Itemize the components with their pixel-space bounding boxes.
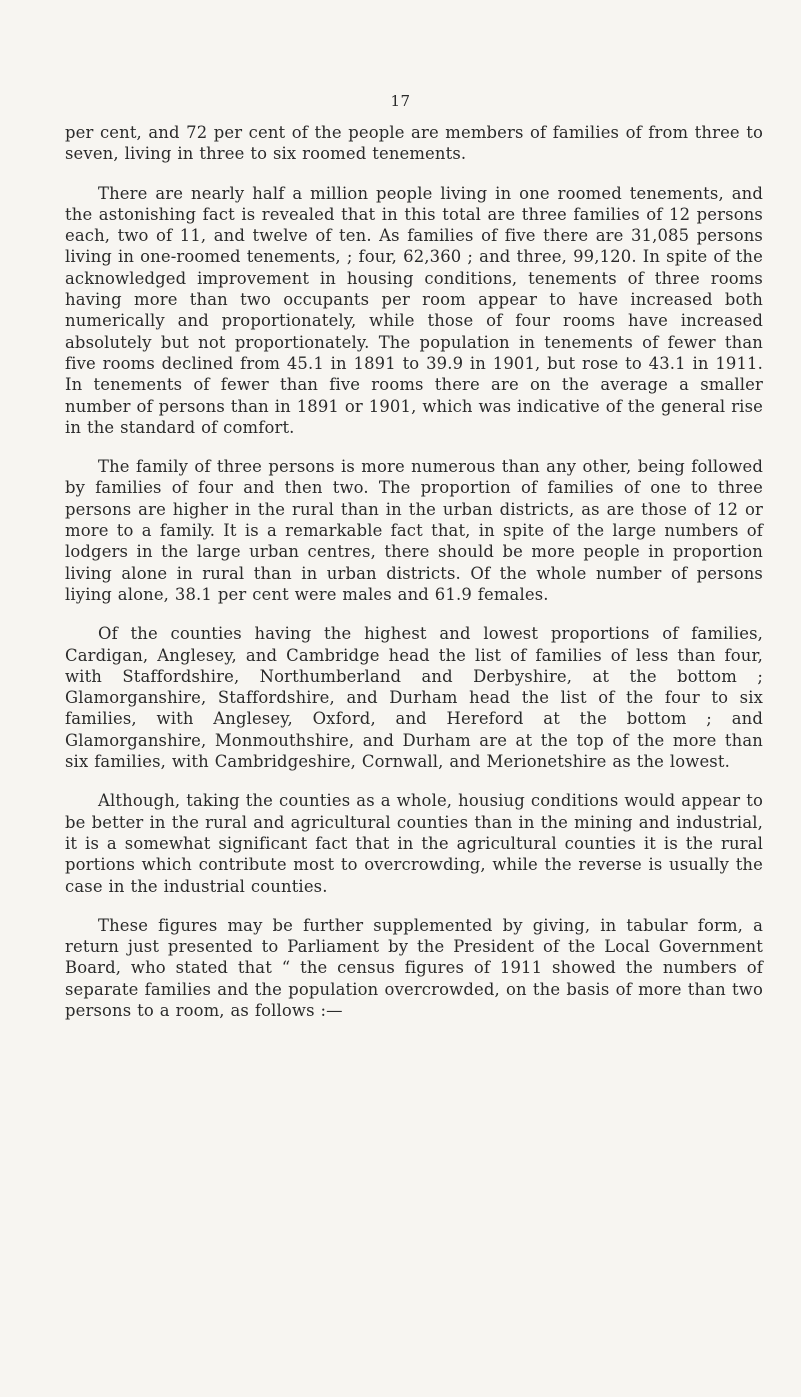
paragraph-one-roomed-tenements: There are nearly half a million people living in one roomed tenements, and the astonishing fact is revealed that in this total are three families of 12 persons each, two of 11, and twelve of ten. As families of five there are 31,085 persons living in one-roomed tenements, ; four, 62,360 ; and three, 99,120. In spite of the acknowledged improvement in housing conditions, tenements of three rooms having more than two occupants per room appear to have increased both numerically and proportionately, while those of four rooms have increased absolutely but not proportionately. The population in tenements of fewer than five rooms declined from 45.1 in 1891 to 39.9 in 1901, but rose to 43.1 in 1911. In tenements of fewer than five rooms there are on the average a smaller number of persons than in 1891 or 1901, which was indicative of the general rise in the standard of comfort. <box>65 183 763 437</box>
paragraph-continuation: per cent, and 72 per cent of the people are members of families of from three to seven, living in three to six roomed tenements. <box>65 123 763 164</box>
paragraph-housing-conditions: Although, taking the counties as a whole, housiug conditions would appear to be better in the rural and agricultural counties than in the mining and industrial, it is a somewhat significant fact that in the agricultural counties it is the rural portions which contribute most to overcrowding, while the reverse is usually the case in the industrial counties. <box>65 791 763 896</box>
page-number: 17 <box>390 92 411 110</box>
paragraph-counties: Of the counties having the highest and lowest proportions of families, Cardigan, Anglesey, and Cambridge head the list of families of less than four, with Staffordshire, Northumberland and Derbyshire, at the bottom ; Glamorganshire, Staffordshire, and Durham head the list of the four to six families, with Anglesey, Oxford, and Hereford at the bottom ; and Glamorganshire, Monmouthshire, and Durham are at the top of the more than six families, with Cambridgeshire, Cornwall, and Merionetshire as the lowest. <box>65 624 763 772</box>
paragraph-family-size: The family of three persons is more numerous than any other, being followed by families of four and then two. The proportion of families of one to three persons are higher in the rural than in the urban districts, as are those of 12 or more to a family. It is a remarkable fact that, in spite of the large numbers of lodgers in the large urban centres, there should be more people in proportion living alone in rural than in urban districts. Of the whole number of persons liying alone, 38.1 per cent were males and 61.9 females. <box>65 457 763 604</box>
paragraph-supplementary-figures: These figures may be further supplemented by giving, in tabular form, a return just presented to Parliament by the President of the Local Government Board, who stated that “ the census figures of 1911 showed the numbers of separate families and the population overcrowded, on the basis of more than two persons to a room, as follows :— <box>65 915 763 1020</box>
body-text <box>65 122 763 1039</box>
